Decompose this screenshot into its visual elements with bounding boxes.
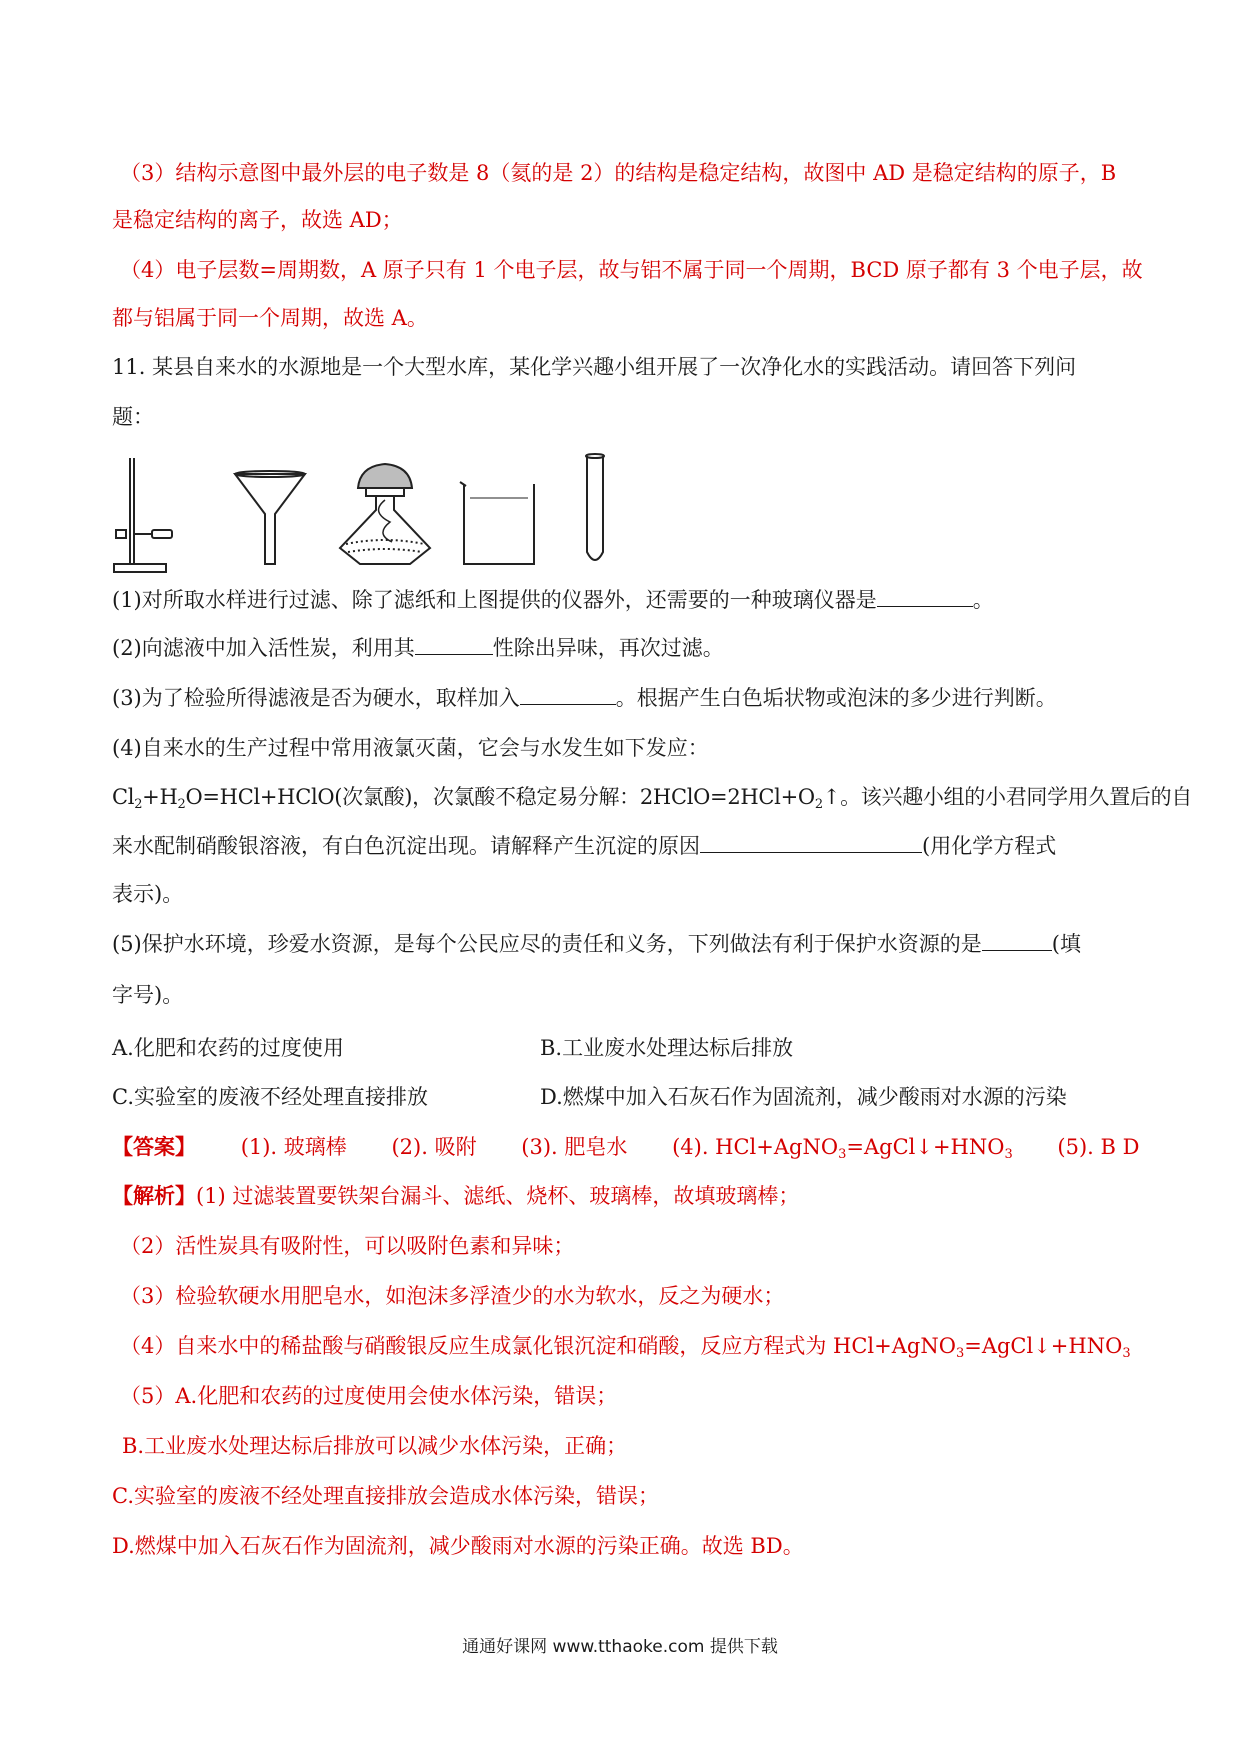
q1-answer-blank[interactable] — [877, 586, 973, 607]
beaker-icon — [460, 482, 534, 564]
analysis-line8: D.燃煤中加入石灰石作为固流剂，减少酸雨对水源的污染正确。故选 BD。 — [112, 1534, 804, 1558]
q4-answer-blank[interactable] — [700, 832, 922, 853]
q2-text-end: 性除出异味，再次过滤。 — [492, 636, 724, 660]
prev-solution-p4-line1: （4）电子层数=周期数，A 原子只有 1 个电子层，故与铝不属于同一个周期，BCD 原子都有 3 个电子层，故 — [120, 258, 1143, 282]
answer-5: (5). B D — [1057, 1135, 1140, 1159]
eq-sub-d: 2 — [177, 797, 186, 812]
eq-seg-c: +H — [142, 785, 178, 809]
option-d: D.燃煤中加入石灰石作为固流剂，减少酸雨对水源的污染 — [540, 1085, 1067, 1109]
question-part1 — [112, 585, 1142, 615]
answer-4 — [672, 1135, 1013, 1162]
eq-sub-b: 2 — [134, 797, 143, 812]
answer-4-b: =AgCl↓+HNO — [846, 1135, 1005, 1159]
answer-1: (1). 玻璃棒 — [240, 1135, 347, 1159]
answer-line — [112, 1132, 1142, 1170]
eq-sub-f: 2 — [814, 797, 823, 812]
options-row-cd — [112, 1082, 1142, 1112]
eq-seg-a: Cl — [112, 785, 135, 809]
alcohol-lamp-icon — [340, 464, 430, 564]
funnel-icon — [235, 471, 305, 564]
eq-seg-g: ↑。该兴趣小组的小君同学用久置后的自 — [822, 785, 1193, 809]
q1-text-end: 。 — [972, 588, 994, 612]
q4-text-end: (用化学方程式 — [922, 834, 1057, 858]
analysis-4-a: （4）自来水中的稀盐酸与硝酸银反应生成氯化银沉淀和硝酸，反应方程式为 HCl+AgNO — [120, 1334, 956, 1358]
question-part5-line2: 字号)。 — [112, 983, 184, 1007]
q2-text: (2)向滤液中加入活性炭，利用其 — [112, 636, 415, 660]
question-part4-line4: 表示)。 — [112, 882, 184, 906]
options-row-ab — [112, 1033, 1142, 1063]
analysis-label: 【解析】 — [112, 1183, 196, 1208]
prev-solution-p4-line2: 都与铝属于同一个周期，故选 A。 — [112, 306, 428, 330]
analysis-text-1: (1) 过滤装置要铁架台漏斗、滤纸、烧杯、玻璃棒，故填玻璃棒； — [196, 1184, 800, 1208]
answer-3: (3). 肥皂水 — [521, 1135, 628, 1159]
option-a: A.化肥和农药的过度使用 — [112, 1036, 344, 1060]
q3-text-end: 。根据产生白色垢状物或泡沫的多少进行判断。 — [615, 686, 1057, 710]
analysis-4-sub: 3 — [955, 1346, 965, 1361]
eq-seg-e: O=HCl+HClO(次氯酸)，次氯酸不稳定易分解：2HClO=2HCl+O — [185, 785, 815, 809]
question-part2 — [112, 633, 1142, 663]
analysis-line6: B.工业废水处理达标后排放可以减少水体污染，正确； — [122, 1434, 628, 1458]
question-part5 — [112, 929, 1142, 959]
answer-4-sub: 3 — [838, 1147, 847, 1162]
analysis-line4 — [120, 1331, 1150, 1369]
q3-answer-blank[interactable] — [520, 684, 616, 705]
prev-solution-p3-line2: 是稳定结构的离子，故选 AD； — [112, 208, 403, 232]
answer-4-sub2: 3 — [1004, 1147, 1013, 1162]
analysis-4-b: =AgCl↓+HNO — [964, 1334, 1123, 1358]
question-part4-equation — [112, 782, 1193, 820]
test-tube-icon — [586, 454, 604, 560]
answer-4-a: (4). HCl+AgNO — [672, 1135, 839, 1159]
q1-text: (1)对所取水样进行过滤、除了滤纸和上图提供的仪器外，还需要的一种玻璃仪器是 — [112, 588, 877, 612]
question-part4-line3 — [112, 831, 1142, 861]
q5-text-end: (填 — [1051, 932, 1081, 956]
prev-solution-p3-line1: （3）结构示意图中最外层的电子数是 8（氦的是 2）的结构是稳定结构，故图中 AD 是稳定结构的原子，B — [120, 161, 1117, 185]
page-footer: 通通好课网 www.tthaoke.com 提供下载 — [462, 1637, 778, 1657]
option-b: B.工业废水处理达标后排放 — [540, 1036, 794, 1060]
analysis-line3: （3）检验软硬水用肥皂水，如泡沫多浮渣少的水为软水，反之为硬水； — [120, 1284, 785, 1308]
question-stem-line1: 11. 某县自来水的水源地是一个大型水库，某化学兴趣小组开展了一次净化水的实践活动。请回答下列问 — [112, 355, 1077, 379]
answer-label: 【答案】 — [112, 1134, 196, 1159]
analysis-4-sub2: 3 — [1122, 1346, 1131, 1361]
q5-text: (5)保护水环境，珍爱水资源，是每个公民应尽的责任和义务，下列做法有利于保护水资源的是 — [112, 932, 982, 956]
answer-2: (2). 吸附 — [391, 1135, 477, 1159]
q5-answer-blank[interactable] — [982, 930, 1052, 951]
q2-answer-blank[interactable] — [415, 634, 493, 655]
analysis-line2: （2）活性炭具有吸附性，可以吸附色素和异味； — [120, 1234, 575, 1258]
q4-text: 来水配制硝酸银溶液，有白色沉淀出现。请解释产生沉淀的原因 — [112, 834, 700, 858]
question-part4-line1: (4)自来水的生产过程中常用液氯灭菌，它会与水发生如下发应： — [112, 736, 709, 760]
analysis-line1 — [112, 1181, 1142, 1211]
analysis-line5: （5）A.化肥和农药的过度使用会使水体污染，错误； — [120, 1384, 618, 1408]
option-c: C.实验室的废液不经处理直接排放 — [112, 1085, 428, 1109]
q3-text: (3)为了检验所得滤液是否为硬水，取样加入 — [112, 686, 520, 710]
apparatus-figure — [110, 452, 690, 582]
analysis-line7: C.实验室的废液不经处理直接排放会造成水体污染，错误； — [112, 1484, 659, 1508]
iron-stand-icon — [114, 458, 172, 572]
question-stem-line2: 题： — [112, 405, 154, 429]
question-part3 — [112, 683, 1142, 713]
